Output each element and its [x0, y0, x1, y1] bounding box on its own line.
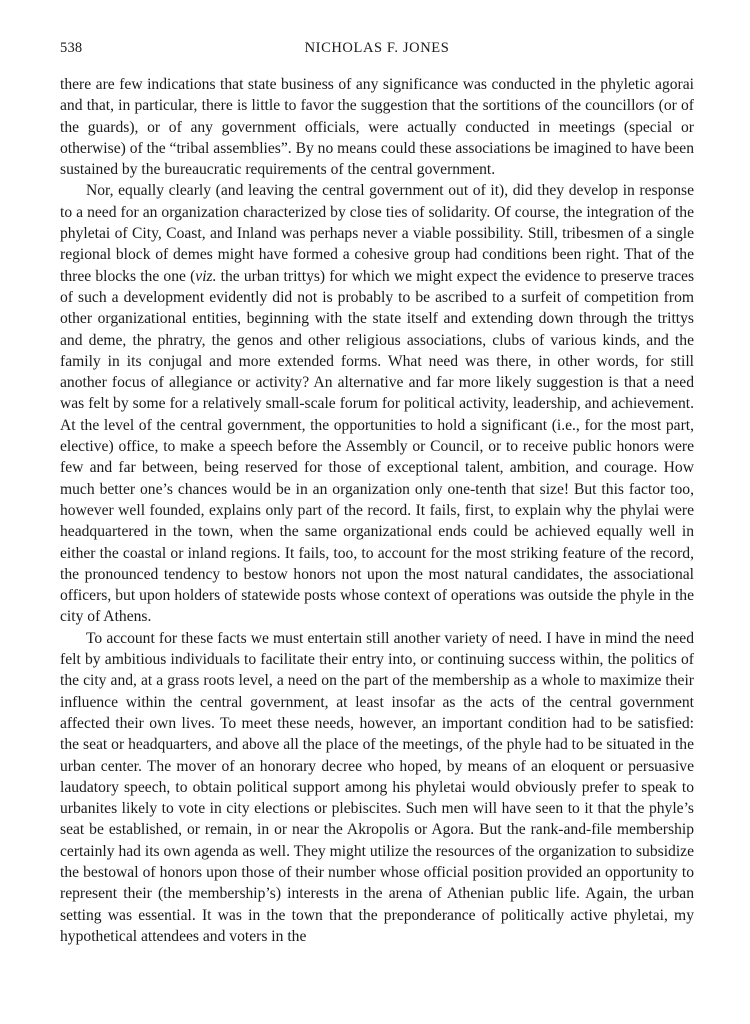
running-title: NICHOLAS F. JONES [304, 40, 450, 56]
body-text [60, 74, 694, 947]
text-segment: Nor, equally clearly (and leaving the central government out of it), did they develop in response to a need for an organization characterized by close ties of solidarity. Of course, the integration of the phyletai of City, Coast, and Inland was perhaps never a viable possibility. Still, tribesmen of a single regional block of demes might have formed a cohesive group had conditions been right. That of the three blocks the one ( [60, 182, 694, 285]
page-number: 538 [60, 40, 83, 56]
text-segment: To account for these facts we must entertain still another variety of need. I have in mind the need felt by ambitious individuals to facilitate their entry into, or continuing success within, the politics of the city and, at a grass roots level, a need on the part of the membership as a whole to maximize their influence within the central government, at least insofar as the acts of the central government affected their own lives. To meet these needs, however, an important condition had to be satisfied: the seat or headquarters, and above all the place of the meetings, of the phyle had to be situated in the urban center. The mover of an honorary decree who hoped, by means of an eloquent or persuasive laudatory speech, to obtain political support among his phyletai would obviously prefer to speak to urbanites likely to vote in city elections or plebiscites. Such men will have seen to it that the phyle’s seat be established, or remain, in or near the Akropolis or Agora. But the rank-and-file membership certainly had its own agenda as well. They might utilize the resources of the organization to subsidize the bestowal of honors upon those of their number whose official position provided an opportunity to represent their (the membership’s) interests in the arena of Athenian public life. Again, the urban setting was essential. It was in the town that the preponderance of politically active phyletai, my hypothetical attendees and voters in the [60, 629, 694, 945]
paragraph-3 [60, 628, 694, 947]
document-page [60, 40, 694, 947]
italic-abbreviation: viz. [195, 267, 217, 285]
paragraph-2 [60, 180, 694, 627]
running-head [60, 40, 694, 64]
text-segment: there are few indications that state business of any significance was conducted in the phyletic agorai and that, in particular, there is little to favor the suggestion that the sortitions of the councillors (or of the guards), or of any government officials, were actually conducted in meetings (special or otherwise) of the “tribal assemblies”. By no means could these associations be imagined to have been sustained by the bureaucratic requirements of the central government. [60, 76, 694, 179]
paragraph-1 [60, 74, 694, 180]
text-segment: the urban trittys) for which we might expect the evidence to preserve traces of such a development evidently did not is probably to be ascribed to a surfeit of competition from other organizational entities, beginning with the state itself and extending down through the trittys and deme, the phratry, the genos and other religious associations, clubs of various kinds, and the family in its conjugal and more extended forms. What need was there, in other words, for still another focus of allegiance or activity? An alternative and far more likely suggestion is that a need was felt by some for a relatively small-scale forum for political activity, leadership, and achievement. At the level of the central government, the opportunities to hold a significant (i.e., for the most part, elective) office, to make a speech before the Assembly or Council, or to receive public honors were few and far between, being reserved for those of exceptional talent, ambition, and courage. How much better one’s chances would be in an organization only one-tenth that size! But this factor too, however well founded, explains only part of the record. It fails, first, to explain why the phylai were headquartered in the town, when the same organizational ends could be achieved equally well in either the coastal or inland regions. It fails, too, to account for the most striking feature of the record, the pronounced tendency to bestow honors not upon the most natural candidates, the associational officers, but upon holders of statewide posts whose context of operations was outside the phyle in the city of Athens. [60, 267, 695, 626]
